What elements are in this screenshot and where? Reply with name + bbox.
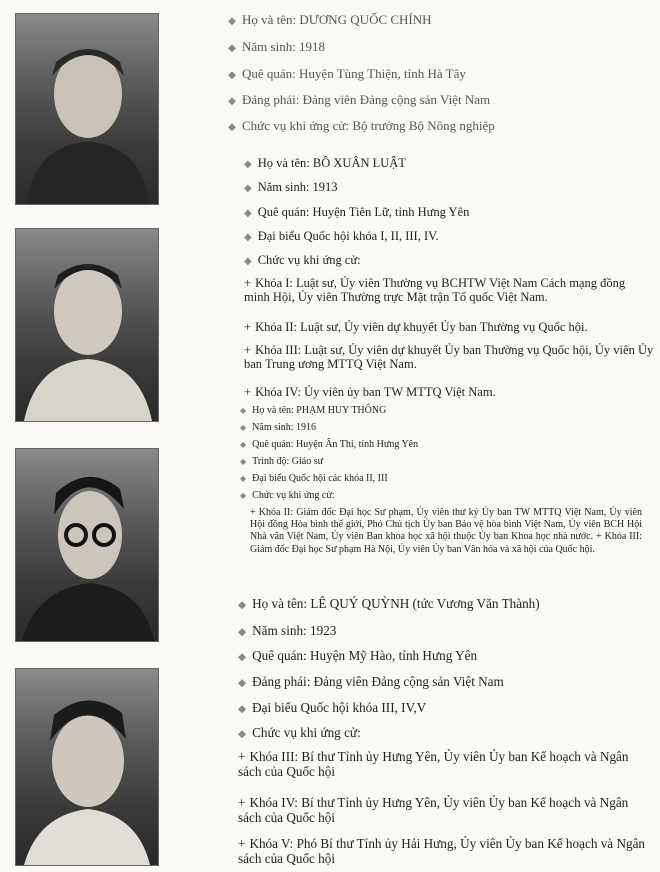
profile2-position-label — [244, 253, 361, 268]
profile4-position-label-text: Chức vụ khi ứng cử: — [252, 725, 361, 740]
profile4-delegate — [238, 700, 426, 716]
profile4-birth — [238, 623, 336, 639]
profile2-birth-text: Năm sinh: 1913 — [257, 180, 338, 194]
diamond-bullet-icon: ◆ — [228, 122, 236, 133]
diamond-bullet-icon: ◆ — [238, 627, 247, 638]
profile3-name-text: Họ và tên: PHẠM HUY THÔNG — [252, 405, 387, 416]
portrait-photo-4 — [15, 668, 159, 866]
plus-bullet: + — [244, 343, 252, 357]
profile2-birth — [244, 180, 338, 195]
profile3-hometown — [240, 439, 418, 451]
profile4-delegate-text: Đại biểu Quốc hội khóa III, IV,V — [252, 700, 427, 715]
profile3-position-label-text: Chức vụ khi ứng cử: — [252, 490, 335, 501]
profile2-term-1-text: Khóa I: Luật sư, Ủy viên Thường vụ BCHTW Việt Nam Cách mạng đồng minh Hội, Ủy viên Thường trực Mặt trận Tổ quốc Việt Nam. — [244, 276, 626, 305]
profile1-name-text: Họ và tên: DƯƠNG QUỐC CHÍNH — [242, 12, 432, 27]
plus-bullet: + — [244, 320, 252, 334]
profile4-term-1 — [238, 749, 648, 779]
diamond-bullet-icon: ◆ — [244, 256, 252, 267]
profile4-party — [238, 674, 504, 690]
diamond-bullet-icon: ◆ — [228, 43, 236, 54]
plus-bullet: + — [244, 385, 252, 399]
plus-bullet: + — [238, 836, 246, 851]
diamond-bullet-icon: ◆ — [244, 183, 252, 194]
profile4-term-3 — [238, 836, 648, 866]
diamond-bullet-icon: ◆ — [238, 652, 247, 663]
diamond-bullet-icon: ◆ — [228, 96, 236, 107]
profile3-delegate — [240, 473, 388, 485]
profile4-hometown-text: Quê quán: Huyện Mỹ Hào, tỉnh Hưng Yên — [252, 648, 478, 663]
profile1-party-text: Đảng phái: Đảng viên Đảng cộng sản Việt Nam — [242, 92, 491, 107]
diamond-bullet-icon: ◆ — [228, 70, 236, 81]
profile3-birth-text: Năm sinh: 1916 — [252, 422, 317, 433]
profile3-name — [240, 405, 386, 417]
profile3-term-2-text: + Khóa III: Giám đốc Đại học Sư phạm Hà Nội, Ủy viên Ủy ban Văn hóa và xã hội của Quốc hội. — [250, 531, 642, 555]
profile3-degree-text: Trình độ: Giáo sư — [252, 456, 324, 467]
profile3-position-label — [240, 490, 335, 502]
profile2-hometown-text: Quê quán: Huyện Tiên Lữ, tỉnh Hưng Yên — [257, 205, 470, 219]
profile3-degree — [240, 456, 323, 468]
profile2-term-4 — [244, 385, 496, 399]
diamond-bullet-icon: ◆ — [238, 729, 247, 740]
profile1-birth-text: Năm sinh: 1918 — [242, 39, 326, 54]
profile2-name-text: Họ và tên: BỒ XUÂN LUẬT — [257, 156, 406, 170]
profile1-name — [228, 13, 432, 28]
portrait-photo-2 — [15, 228, 159, 422]
portrait-photo-3 — [15, 448, 159, 642]
profile4-term-2 — [238, 795, 648, 825]
plus-bullet: + — [238, 749, 246, 764]
profile2-term-3 — [244, 343, 654, 372]
profile2-delegate-text: Đại biểu Quốc hội khóa I, II, III, IV. — [257, 229, 439, 243]
diamond-bullet-icon: ◆ — [238, 600, 247, 611]
portrait-figure-1 — [16, 14, 158, 204]
profile2-hometown — [244, 205, 469, 220]
diamond-bullet-icon: ◆ — [240, 423, 247, 432]
diamond-bullet-icon: ◆ — [244, 232, 252, 243]
profile3-delegate-text: Đại biểu Quốc hội các khóa II, III — [252, 473, 388, 484]
plus-bullet: + — [238, 795, 246, 810]
profile4-term-2-text: Khóa IV: Bí thư Tỉnh ủy Hưng Yên, Ủy viên Ủy ban Kế hoạch và Ngân sách của Quốc hội — [238, 795, 629, 826]
portrait-figure-4 — [16, 669, 158, 865]
profile1-position — [228, 119, 495, 134]
profile4-hometown — [238, 648, 477, 664]
profile4-name — [238, 596, 540, 612]
profile3-hometown-text: Quê quán: Huyện Ân Thi, tỉnh Hưng Yên — [252, 439, 419, 450]
diamond-bullet-icon: ◆ — [244, 159, 252, 170]
profile2-delegate — [244, 229, 439, 244]
profile3-terms — [250, 507, 642, 556]
profile1-party — [228, 93, 490, 108]
profile1-position-text: Chức vụ khi ứng cử: Bộ trưởng Bộ Nông nghiệp — [242, 118, 495, 133]
portrait-photo-1 — [15, 13, 159, 205]
diamond-bullet-icon: ◆ — [238, 704, 247, 715]
diamond-bullet-icon: ◆ — [238, 678, 247, 689]
profile1-birth — [228, 40, 325, 55]
diamond-bullet-icon: ◆ — [240, 474, 247, 483]
profile3-birth — [240, 422, 316, 434]
profile1-hometown — [228, 67, 466, 82]
diamond-bullet-icon: ◆ — [228, 16, 236, 27]
diamond-bullet-icon: ◆ — [240, 440, 247, 449]
profile3-term-1-text: + Khóa II: Giám đốc Đại học Sư phạm, Ủy viên thư ký Ủy ban TW MTTQ Việt Nam, Ủy viên Hội đồng Hòa bình thế giới, Phó Chủ tịch Ủy ban Bảo vệ hòa bình Việt Nam, Ủy viên BCH Hội Nhà văn Việt Nam, Ủy viên Ban khoa học xã hội thuộc Ủy ban Khoa học nhà nước. — [250, 507, 642, 543]
profile2-term-4-text: Khóa IV: Ủy viên ủy ban TW MTTQ Việt Nam. — [255, 385, 496, 399]
diamond-bullet-icon: ◆ — [240, 491, 247, 500]
profile4-name-text: Họ và tên: LÊ QUÝ QUỲNH (tức Vương Văn Thành) — [252, 596, 540, 611]
profile2-term-3-text: Khóa III: Luật sư, Ủy viên dự khuyết Ủy ban Thường vụ Quốc hội, Ủy viên Ủy ban Trung ương MTTQ Việt Nam. — [244, 343, 654, 372]
profile4-birth-text: Năm sinh: 1923 — [252, 623, 337, 638]
profile2-name — [244, 156, 406, 171]
profile2-term-2-text: Khóa II: Luật sư, Ủy viên dự khuyết Ủy ban Thường vụ Quốc hội. — [255, 320, 588, 334]
diamond-bullet-icon: ◆ — [240, 406, 247, 415]
portrait-figure-2 — [16, 229, 158, 421]
plus-bullet: + — [244, 276, 252, 290]
profile4-position-label — [238, 725, 361, 741]
profile4-party-text: Đảng phái: Đảng viên Đảng cộng sản Việt Nam — [252, 674, 504, 689]
profile2-position-label-text: Chức vụ khi ứng cử: — [257, 253, 361, 267]
profile4-term-1-text: Khóa III: Bí thư Tỉnh ủy Hưng Yên, Ủy viên Ủy ban Kế hoạch và Ngân sách của Quốc hội — [238, 749, 629, 780]
profile1-hometown-text: Quê quán: Huyện Tùng Thiện, tỉnh Hà Tây — [242, 66, 466, 81]
profile2-term-2 — [244, 320, 588, 334]
profile2-term-1 — [244, 276, 644, 305]
diamond-bullet-icon: ◆ — [244, 208, 252, 219]
diamond-bullet-icon: ◆ — [240, 457, 247, 466]
profile4-term-3-text: Khóa V: Phó Bí thư Tỉnh ủy Hải Hưng, Ủy viên Ủy ban Kế hoạch và Ngân sách của Quốc hội — [238, 836, 646, 867]
portrait-figure-3 — [16, 449, 158, 641]
